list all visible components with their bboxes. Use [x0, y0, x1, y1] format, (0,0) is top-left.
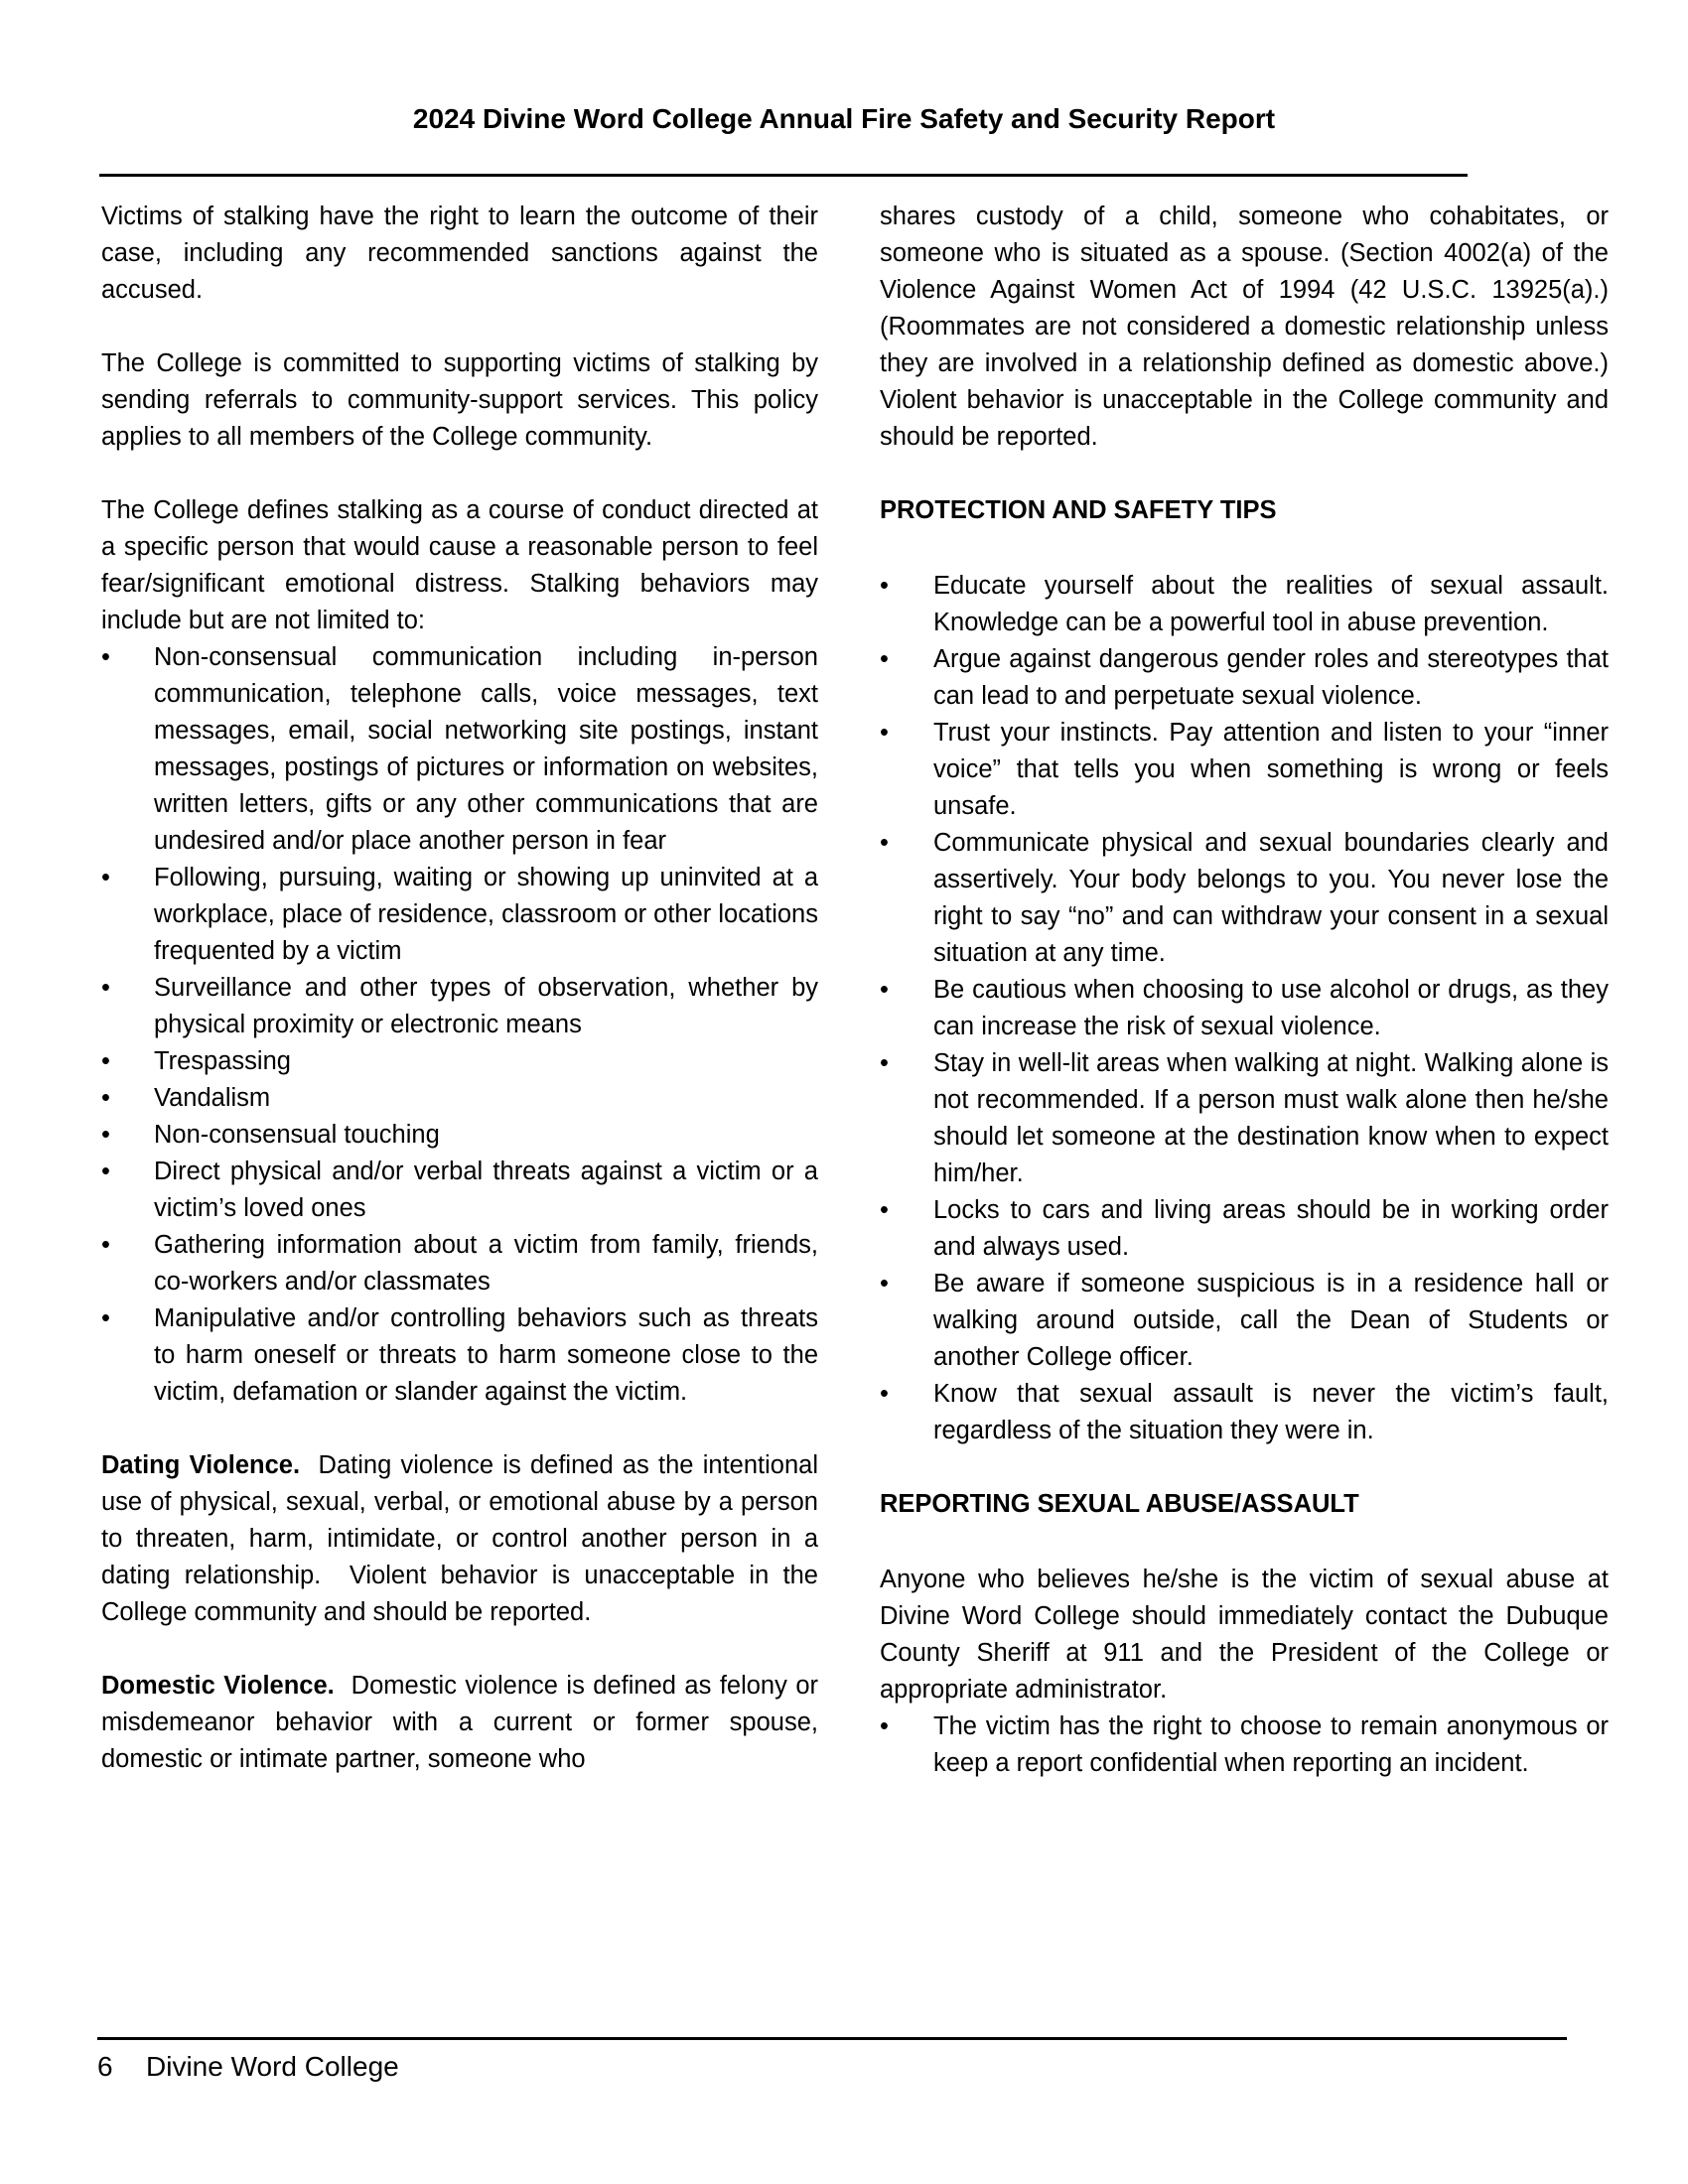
- safety-tips-list: [880, 568, 1609, 1449]
- list-item: • Vandalism: [101, 1080, 818, 1117]
- page-number: 6: [97, 2051, 113, 2082]
- bullet-icon: •: [101, 1158, 110, 1185]
- bullet-icon: •: [101, 1121, 110, 1149]
- list-item: • The victim has the right to choose to remain anonymous or keep a report confidential when reporting an incident.: [880, 1708, 1609, 1782]
- footer-divider: [97, 2037, 1567, 2040]
- list-item: • Educate yourself about the realities of sexual assault. Knowledge can be a powerful tool in abuse prevention.: [880, 568, 1609, 641]
- bullet-icon: •: [101, 1084, 110, 1112]
- reporting-list: [880, 1708, 1609, 1782]
- bullet-icon: •: [880, 1196, 889, 1224]
- list-item: • Surveillance and other types of observation, whether by physical proximity or electronic means: [101, 970, 818, 1043]
- list-item: • Manipulative and/or controlling behaviors such as threats to harm oneself or threats to harm someone close to the victim, defamation or slander against the victim.: [101, 1300, 818, 1411]
- list-item: • Non-consensual touching: [101, 1117, 818, 1154]
- dating-violence-term: Dating Violence.: [101, 1451, 301, 1479]
- list-item: • Non-consensual communication including in-person communication, telephone calls, voice messages, text messages, email, social networking site postings, instant messages, postings of pictures or information on websites, written letters, gifts or any other communications that are undesired and/or place another person in fear: [101, 639, 818, 860]
- bullet-icon: •: [101, 974, 110, 1002]
- list-item: • Following, pursuing, waiting or showing up uninvited at a workplace, place of residence, classroom or other locations frequented by a victim: [101, 860, 818, 970]
- header-divider: [99, 174, 1468, 177]
- list-item: • Be cautious when choosing to use alcohol or drugs, as they can increase the risk of sexual violence.: [880, 972, 1609, 1045]
- stalking-outcome-paragraph: Victims of stalking have the right to learn the outcome of their case, including any recommended sanctions against the accused.: [101, 203, 818, 304]
- list-item: • Know that sexual assault is never the victim’s fault, regardless of the situation they were in.: [880, 1376, 1609, 1449]
- list-item: • Argue against dangerous gender roles and stereotypes that can lead to and perpetuate sexual violence.: [880, 641, 1609, 715]
- stalking-behaviors-list: [101, 639, 818, 1411]
- stalking-definition-paragraph: The College defines stalking as a course of conduct directed at a specific person that would cause a reasonable person to feel fear/significant emotional distress. Stalking behaviors may include but are not limited to:: [101, 496, 818, 634]
- bullet-icon: •: [880, 645, 889, 673]
- bullet-icon: •: [101, 643, 110, 671]
- bullet-icon: •: [880, 829, 889, 857]
- reporting-paragraph: Anyone who believes he/she is the victim of sexual abuse at Divine Word College should immediately contact the Dubuque County Sheriff at 911 and the President of the College or appropriate administrator.: [880, 1566, 1609, 1704]
- domestic-violence-paragraph: Domestic Violence. Domestic violence is defined as felony or misdemeanor behavior with a current or former spouse, domestic or intimate partner, someone who: [101, 1672, 826, 1773]
- list-item: • Communicate physical and sexual boundaries clearly and assertively. Your body belongs to you. You never lose the right to say “no” and can withdraw your consent in a sexual situation at any time.: [880, 825, 1609, 972]
- domestic-violence-term: Domestic Violence.: [101, 1672, 335, 1700]
- list-item: • Trespassing: [101, 1043, 818, 1080]
- stalking-support-paragraph: The College is committed to supporting victims of stalking by sending referrals to community-support services. This policy applies to all members of the College community.: [101, 349, 818, 451]
- reporting-heading: REPORTING SEXUAL ABUSE/ASSAULT: [880, 1490, 1359, 1518]
- left-column: [101, 199, 826, 1778]
- bullet-icon: •: [101, 1047, 110, 1075]
- list-item: • Trust your instincts. Pay attention and listen to your “inner voice” that tells you when something is wrong or feels unsafe.: [880, 715, 1609, 825]
- footer-org-name: Divine Word College: [146, 2051, 399, 2082]
- list-item: • Direct physical and/or verbal threats against a victim or a victim’s loved ones: [101, 1154, 818, 1227]
- bullet-icon: •: [880, 1049, 889, 1077]
- bullet-icon: •: [880, 976, 889, 1004]
- bullet-icon: •: [880, 572, 889, 600]
- page-footer: [97, 2047, 399, 2087]
- page-header-title: 2024 Divine Word College Annual Fire Safety and Security Report: [412, 103, 1276, 134]
- domestic-violence-continuation: shares custody of a child, someone who cohabitates, or someone who is situated as a spouse. (Section 4002(a) of the Violence Against Women Act of 1994 (42 U.S.C. 13925(a).) (Roommates are not considered a domestic relationship unless they are involved in a relationship defined as domestic above.) Violent behavior is unacceptable in the College community and should be reported.: [880, 203, 1609, 451]
- list-item: • Be aware if someone suspicious is in a residence hall or walking around outside, call the Dean of Students or another College officer.: [880, 1266, 1609, 1376]
- list-item: • Stay in well-lit areas when walking at night. Walking alone is not recommended. If a person must walk alone then he/she should let someone at the destination know when to expect him/her.: [880, 1045, 1609, 1192]
- list-item: • Locks to cars and living areas should be in working order and always used.: [880, 1192, 1609, 1266]
- list-item: • Gathering information about a victim from family, friends, co-workers and/or classmates: [101, 1227, 818, 1300]
- dating-violence-paragraph: Dating Violence. Dating violence is defined as the intentional use of physical, sexual, verbal, or emotional abuse by a person to threaten, harm, intimidate, or control another person in a dating relationship. Violent behavior is unacceptable in the College community and should be reported.: [101, 1451, 826, 1626]
- bullet-icon: •: [880, 1380, 889, 1408]
- right-column: [880, 199, 1609, 1782]
- bullet-icon: •: [101, 1304, 110, 1332]
- bullet-icon: •: [101, 1231, 110, 1259]
- protection-safety-heading: PROTECTION AND SAFETY TIPS: [880, 496, 1277, 524]
- bullet-icon: •: [880, 1270, 889, 1297]
- bullet-icon: •: [880, 719, 889, 747]
- bullet-icon: •: [880, 1712, 889, 1740]
- bullet-icon: •: [101, 864, 110, 891]
